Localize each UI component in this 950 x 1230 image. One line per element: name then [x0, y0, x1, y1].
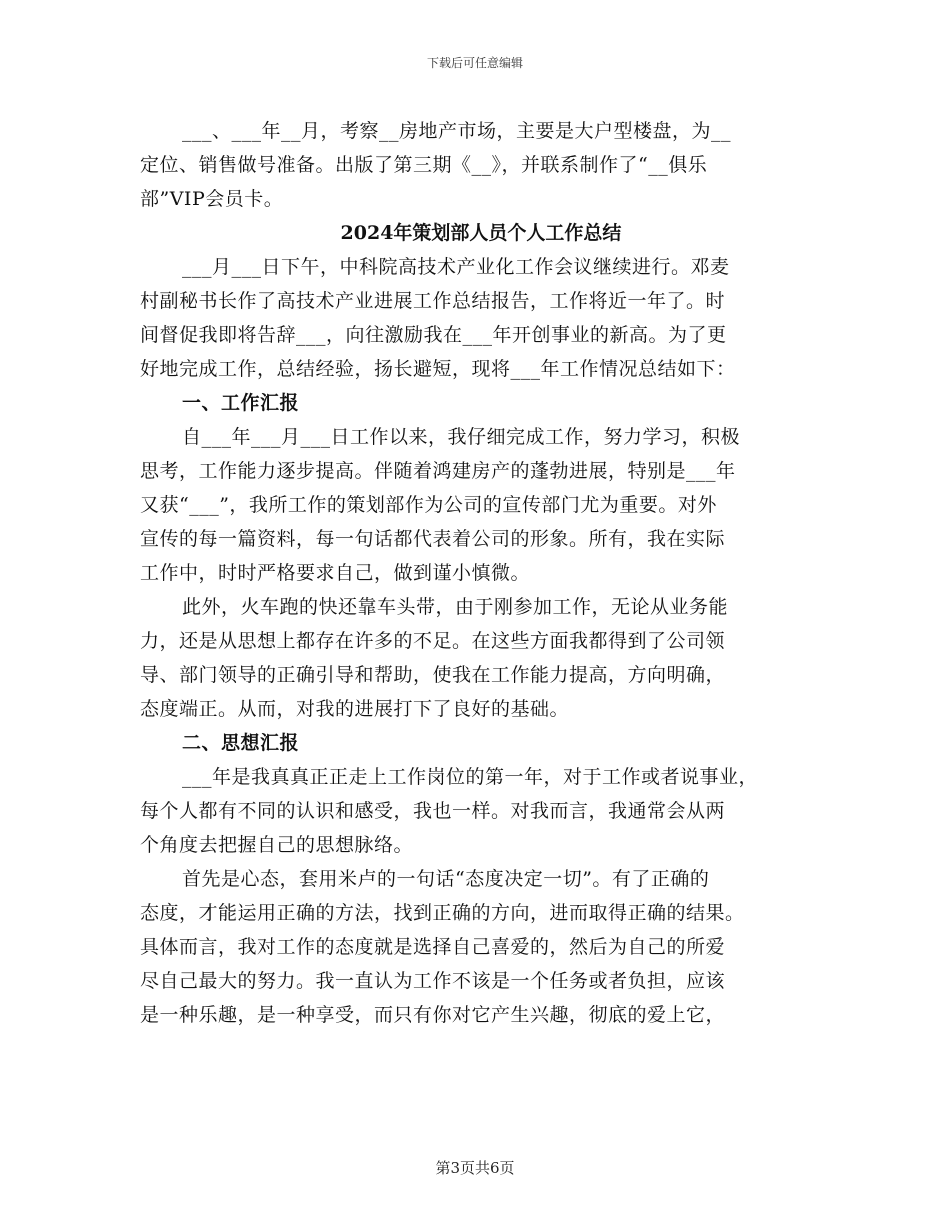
text-line: 定位、销售做号准备。出版了第三期《__》，并联系制作了“__俱乐 — [140, 154, 708, 176]
section-heading-work-report: 一、工作汇报 — [182, 392, 300, 414]
text-line: ___月___日下午，中科院高技术产业化工作会议继续进行。邓麦 — [182, 256, 730, 278]
text-line: 村副秘书长作了高技术产业进展工作总结报告，工作将近一年了。时 — [140, 290, 726, 312]
text-line: 导、部门领导的正确引导和帮助，使我在工作能力提高，方向明确， — [140, 664, 726, 686]
page-number: 第3页共6页 — [435, 1159, 515, 1177]
text-line: 好地完成工作，总结经验，扬长避短，现将___年工作情况总结如下： — [140, 358, 736, 380]
text-line: 部”VIP会员卡。 — [140, 188, 284, 210]
text-line: 个角度去把握自己的思想脉络。 — [140, 834, 414, 856]
text-line: 宣传的每一篇资料，每一句话都代表着公司的形象。所有，我在实际 — [140, 528, 726, 550]
text-line: 自___年___月___日工作以来，我仔细完成工作，努力学习，积极 — [182, 426, 741, 448]
document-body — [140, 114, 822, 1032]
text-line: 态度，才能运用正确的方法，找到正确的方向，进而取得正确的结果。 — [140, 902, 745, 924]
text-line: 工作中，时时严格要求自己，做到谨小慎微。 — [140, 562, 531, 584]
text-line: 又获“___”，我所工作的策划部作为公司的宣传部门尤为重要。对外 — [140, 494, 717, 516]
text-line: 此外，火车跑的快还靠车头带，由于刚参加工作，无论从业务能 — [182, 596, 729, 618]
text-line: ___、___年__月，考察__房地产市场，主要是大户型楼盘，为__ — [182, 120, 732, 142]
text-line: 尽自己最大的努力。我一直认为工作不该是一个任务或者负担，应该 — [140, 970, 726, 992]
text-line: 具体而言，我对工作的态度就是选择自己喜爱的，然后为自己的所爱 — [140, 936, 726, 958]
text-line: 间督促我即将告辞___，向往激励我在___年开创事业的新高。为了更 — [140, 324, 727, 346]
document-title: 2024年策划部人员个人工作总结 — [340, 222, 622, 244]
text-line: 思考，工作能力逐步提高。伴随着鸿建房产的蓬勃进展，特别是___年 — [140, 460, 736, 482]
header-note: 下载后可任意编辑 — [426, 56, 523, 70]
text-line: 态度端正。从而，对我的进展打下了良好的基础。 — [140, 698, 570, 720]
text-line: 是一种乐趣，是一种享受，而只有你对它产生兴趣，彻底的爱上它， — [140, 1004, 726, 1026]
section-heading-thought-report: 二、思想汇报 — [182, 732, 300, 754]
text-line: 每个人都有不同的认识和感受，我也一样。对我而言，我通常会从两 — [140, 800, 726, 822]
text-line: 力，还是从思想上都存在许多的不足。在这些方面我都得到了公司领 — [140, 630, 726, 652]
text-line: ___年是我真真正正走上工作岗位的第一年，对于工作或者说事业， — [182, 766, 759, 788]
text-line: 首先是心态，套用米卢的一句话“态度决定一切”。有了正确的 — [182, 868, 710, 890]
